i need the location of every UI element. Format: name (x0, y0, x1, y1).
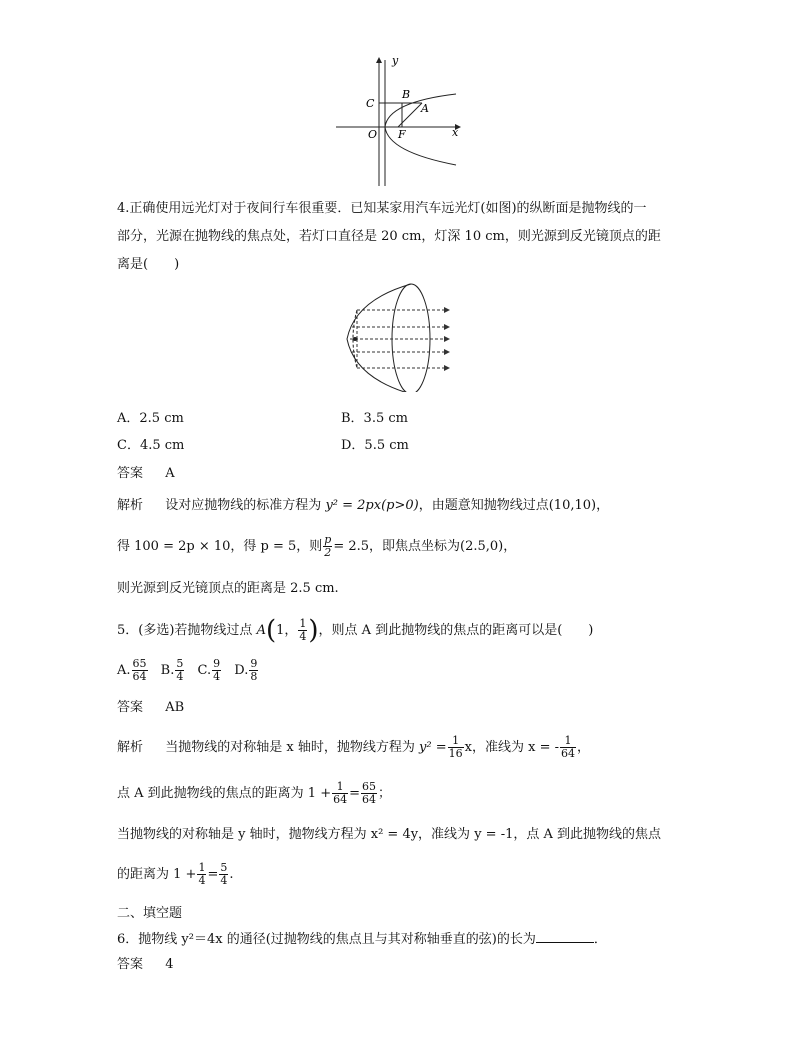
answer-label: 答案 (117, 466, 144, 481)
q5-solution-line-1: 解析 当抛物线的对称轴是 x 轴时，抛物线方程为 y² = $\frac{1}{16}$ x，准线为 x = - $\frac{1}{64}$ ， (117, 734, 591, 760)
q4-line-2: 部分，光源在抛物线的焦点处，若灯口直径是 20 cm，灯深 10 cm，则光源到反光镜顶点的距 (117, 229, 661, 244)
q4-solution-line-2: 得 100 = 2p × 10，得 p = 5，则 $\frac{p}{2}$ = 2.5，即焦点坐标为(2.5,0)， (117, 533, 517, 559)
q6-answer-row (117, 956, 174, 974)
label-o: O (368, 128, 378, 141)
label-x: x (452, 126, 459, 139)
label-y: y (392, 54, 399, 67)
q6-stem: 6．抛物线 y²＝4x 的通径(过抛物线的焦点且与其对称轴垂直的弦)的长为 ． (117, 932, 607, 947)
answer-value: AB (165, 700, 185, 715)
label-a: A (421, 102, 429, 115)
q5-solution-line-2: 点 A 到此抛物线的焦点的距离为 1 + $\frac{1}{64}$ = $\frac{65}{64}$ ； (117, 780, 392, 806)
q4-solution-line-3: 则光源到反光镜顶点的距离是 2.5 cm. (117, 581, 339, 596)
q4-option-d: D．5.5 cm (341, 438, 409, 453)
q5-option-a: A. $\frac{65}{64}$ (117, 657, 147, 683)
answer-label: 答案 (117, 700, 144, 715)
q4-option-a: A．2.5 cm (117, 411, 184, 426)
solution-label: 解析 (117, 740, 144, 755)
q4-line-3: 离是( ) (117, 257, 180, 272)
q5-stem: 5．(多选)若抛物线过点 A(1， $\frac{1}{4}$ )，则点 A 到此抛物线的焦点的距离可以是( ) (117, 615, 594, 646)
headlight-figure (335, 282, 460, 392)
section-title: 二、填空题 (117, 906, 183, 921)
label-f: F (398, 128, 406, 141)
q4-option-b: B．3.5 cm (341, 411, 408, 426)
label-b: B (402, 88, 411, 101)
lamp-opening (392, 284, 430, 392)
q4-answer-row (117, 465, 175, 483)
q5-solution-line-3: 当抛物线的对称轴是 y 轴时，抛物线方程为 x² = 4y，准线为 y = -1，点 A 到此抛物线的焦点 (117, 827, 662, 842)
answer-label: 答案 (117, 957, 144, 972)
q5-answer-row (117, 699, 184, 717)
fraction: $\frac{p}{2}$ (324, 533, 332, 559)
q5-solution-line-4: 的距离为 1 + $\frac{1}{4}$ = $\frac{5}{4}$ . (117, 861, 234, 887)
q5-option-c: C. $\frac{9}{4}$ (197, 657, 221, 683)
q5-option-b: B. $\frac{5}{4}$ (160, 657, 184, 683)
answer-value: A (165, 466, 175, 481)
q4-option-c: C．4.5 cm (117, 438, 185, 453)
answer-blank (536, 930, 594, 943)
q4-line-1: 4.正确使用远光灯对于夜间行车很重要．已知某家用汽车远光灯(如图)的纵断面是抛物线的一 (117, 201, 647, 216)
parabola-figure (330, 52, 470, 190)
light-source-dot (353, 337, 357, 341)
fraction: $\frac{1}{4}$ (299, 617, 307, 643)
label-c: C (366, 97, 375, 110)
q5-option-d: D. $\frac{9}{8}$ (234, 657, 258, 683)
q4-solution-line-1: 解析 设对应抛物线的标准方程为 y² = 2px(p>0)，由题意知抛物线过点(10,10)， (117, 498, 610, 513)
solution-label: 解析 (117, 498, 144, 513)
q5-options (117, 658, 259, 683)
answer-value: 4 (165, 957, 174, 972)
